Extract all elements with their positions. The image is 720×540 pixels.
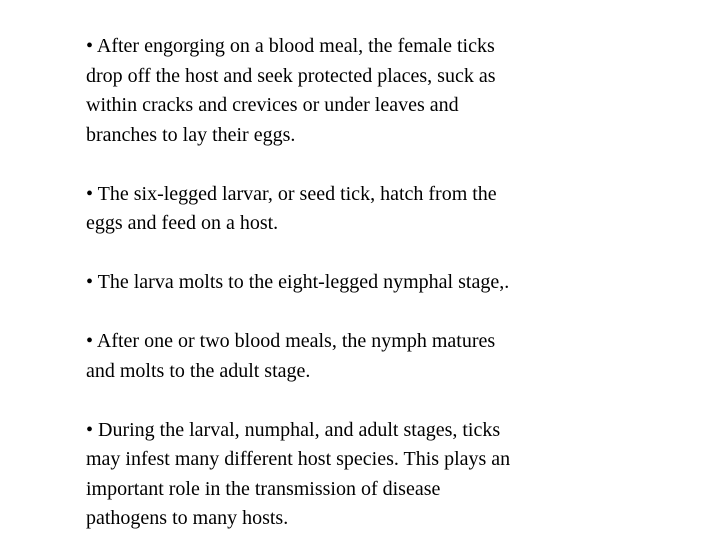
bullet-item: • The larva molts to the eight-legged nymphal stage,. [86, 271, 510, 293]
bullet-item: • The six-legged larvar, or seed tick, hatch from the eggs and feed on a host. [86, 182, 497, 234]
bullet-list [86, 32, 626, 534]
bullet-item: • During the larval, numphal, and adult stages, ticks may infest many different host species. This plays an important role in the transmission of disease pathogens to many hosts. [86, 418, 511, 529]
bullet-item: • After one or two blood meals, the nymph matures and molts to the adult stage. [86, 330, 496, 382]
bullet-item: • After engorging on a blood meal, the female ticks drop off the host and seek protected places, suck as within cracks and crevices or under leaves and branches to lay their eggs. [86, 35, 496, 146]
